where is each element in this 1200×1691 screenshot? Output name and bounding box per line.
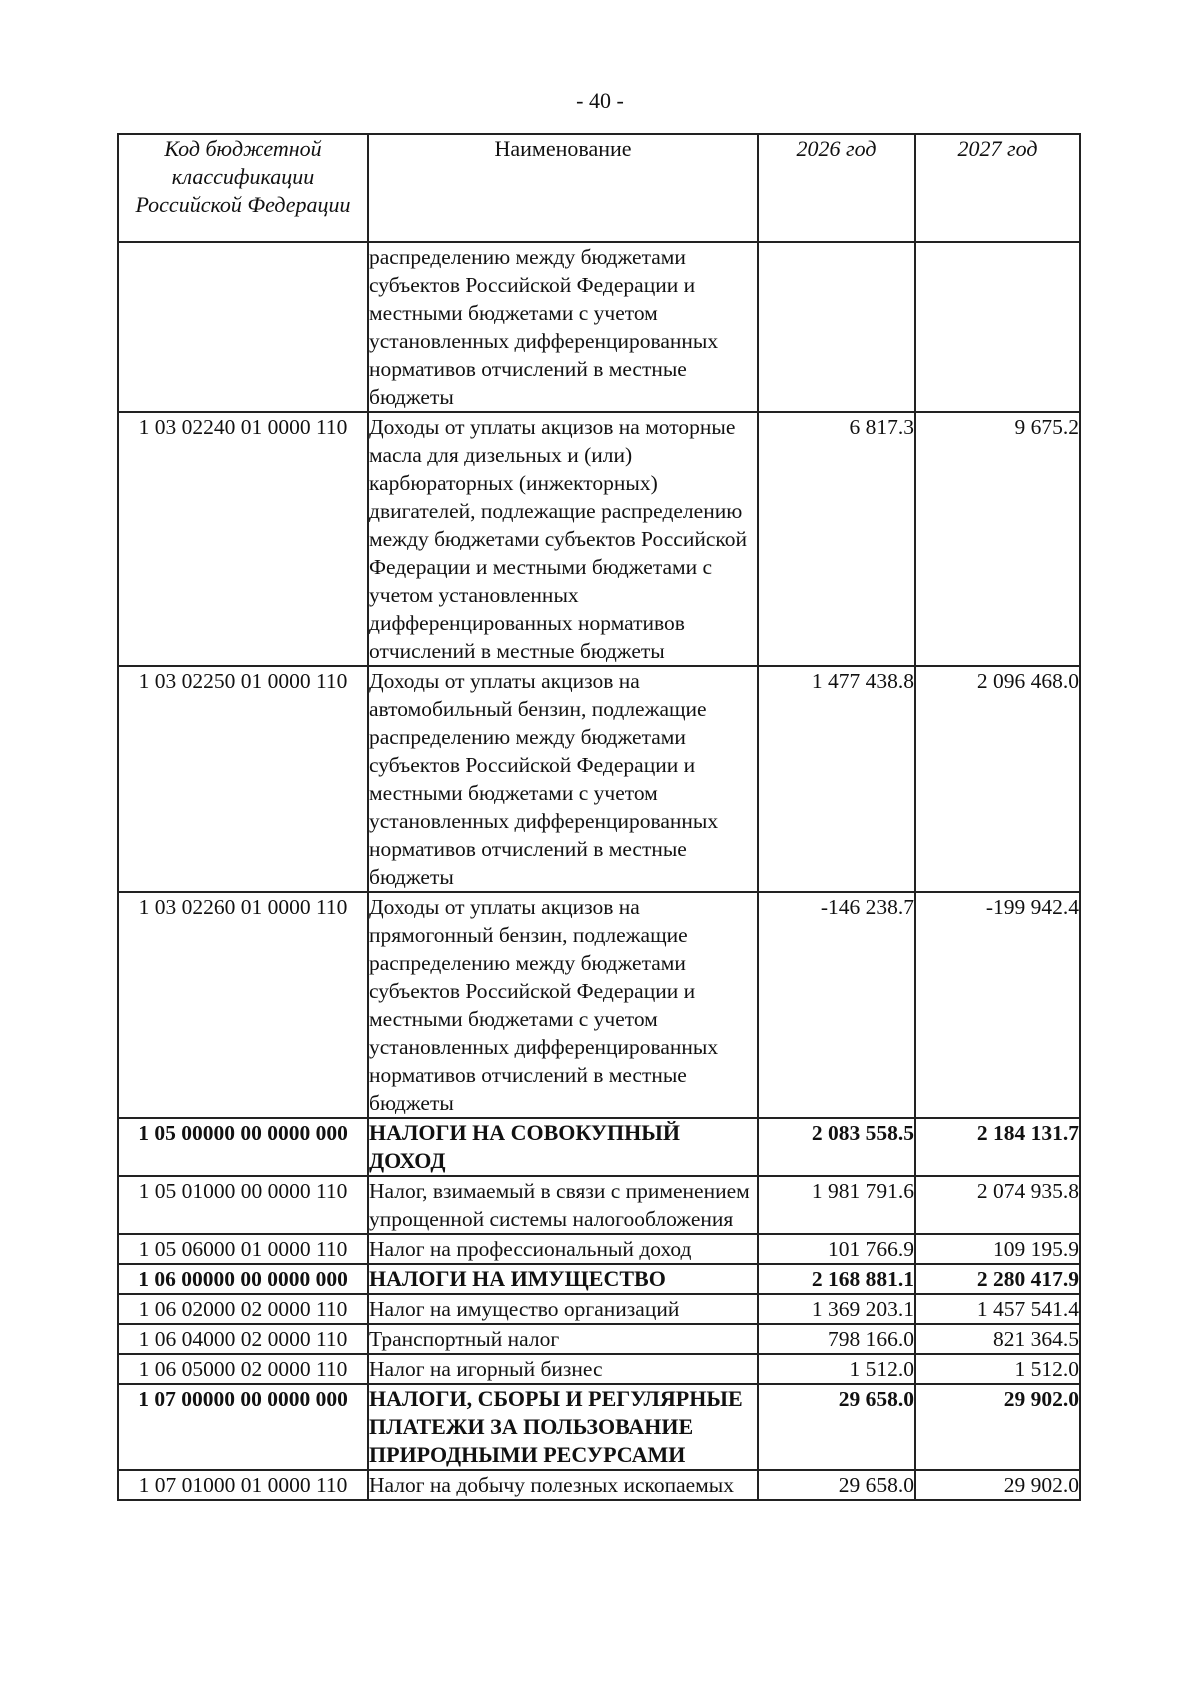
row-value-2027: 2 280 417.9 xyxy=(915,1264,1080,1294)
row-code: 1 06 05000 02 0000 110 xyxy=(118,1354,368,1384)
table-row xyxy=(118,1324,1080,1354)
row-code: 1 06 00000 00 0000 000 xyxy=(118,1264,368,1294)
row-name: Налог, взимаемый в связи с применением упрощенной системы налогообложения xyxy=(368,1176,758,1234)
row-value-2027: -199 942.4 xyxy=(915,892,1080,1118)
table-header-row xyxy=(118,134,1080,242)
row-code: 1 03 02250 01 0000 110 xyxy=(118,666,368,892)
row-name: Налог на игорный бизнес xyxy=(368,1354,758,1384)
row-value-2026: 1 512.0 xyxy=(758,1354,915,1384)
table-row xyxy=(118,1264,1080,1294)
row-value-2027: 29 902.0 xyxy=(915,1470,1080,1500)
row-code: 1 06 04000 02 0000 110 xyxy=(118,1324,368,1354)
row-value-2027: 2 096 468.0 xyxy=(915,666,1080,892)
row-name: распределению между бюджетами субъектов Российской Федерации и местными бюджетами с учетом установленных дифференцированных нормативов отчислений в местные бюджеты xyxy=(368,242,758,412)
table-row xyxy=(118,1176,1080,1234)
row-value-2026: 29 658.0 xyxy=(758,1470,915,1500)
row-value-2027: 109 195.9 xyxy=(915,1234,1080,1264)
row-value-2026: 798 166.0 xyxy=(758,1324,915,1354)
row-value-2027: 1 457 541.4 xyxy=(915,1294,1080,1324)
table-row xyxy=(118,412,1080,666)
row-name: НАЛОГИ, СБОРЫ И РЕГУЛЯРНЫЕ ПЛАТЕЖИ ЗА ПОЛЬЗОВАНИЕ ПРИРОДНЫМИ РЕСУРСАМИ xyxy=(368,1384,758,1470)
page-number: - 40 - xyxy=(576,88,624,113)
header-year-2027: 2027 год xyxy=(915,134,1080,242)
row-name: Налог на добычу полезных ископаемых xyxy=(368,1470,758,1500)
row-code: 1 05 00000 00 0000 000 xyxy=(118,1118,368,1176)
row-code: 1 05 01000 00 0000 110 xyxy=(118,1176,368,1234)
row-code: 1 03 02260 01 0000 110 xyxy=(118,892,368,1118)
row-name: Транспортный налог xyxy=(368,1324,758,1354)
header-code: Код бюджетной классификации Российской Федерации xyxy=(118,134,368,242)
row-value-2027: 2 074 935.8 xyxy=(915,1176,1080,1234)
table-row xyxy=(118,892,1080,1118)
table-row xyxy=(118,1384,1080,1470)
row-code: 1 07 00000 00 0000 000 xyxy=(118,1384,368,1470)
table-row xyxy=(118,1294,1080,1324)
row-value-2026: 1 369 203.1 xyxy=(758,1294,915,1324)
table-row xyxy=(118,666,1080,892)
row-name: Доходы от уплаты акцизов на автомобильный бензин, подлежащие распределению между бюджетами субъектов Российской Федерации и местными бюджетами с учетом установленных дифференцированных нормативов отчислений в местные бюджеты xyxy=(368,666,758,892)
header-name: Наименование xyxy=(368,134,758,242)
row-value-2026: 6 817.3 xyxy=(758,412,915,666)
row-value-2027: 821 364.5 xyxy=(915,1324,1080,1354)
row-code: 1 05 06000 01 0000 110 xyxy=(118,1234,368,1264)
row-value-2026: 1 477 438.8 xyxy=(758,666,915,892)
row-value-2027 xyxy=(915,242,1080,412)
row-value-2027: 9 675.2 xyxy=(915,412,1080,666)
row-value-2026: 1 981 791.6 xyxy=(758,1176,915,1234)
row-name: Налог на профессиональный доход xyxy=(368,1234,758,1264)
row-value-2026: -146 238.7 xyxy=(758,892,915,1118)
row-value-2027: 2 184 131.7 xyxy=(915,1118,1080,1176)
row-code xyxy=(118,242,368,412)
row-value-2026: 2 168 881.1 xyxy=(758,1264,915,1294)
table-row xyxy=(118,1470,1080,1500)
row-value-2026: 101 766.9 xyxy=(758,1234,915,1264)
row-code: 1 07 01000 01 0000 110 xyxy=(118,1470,368,1500)
table-row xyxy=(118,242,1080,412)
row-name: Доходы от уплаты акцизов на моторные масла для дизельных и (или) карбюраторных (инжекторных) двигателей, подлежащие распределению между бюджетами субъектов Российской Федерации и местными бюджетами с учетом установленных дифференцированных нормативов отчислений в местные бюджеты xyxy=(368,412,758,666)
table-row xyxy=(118,1354,1080,1384)
row-value-2026: 29 658.0 xyxy=(758,1384,915,1470)
row-name: НАЛОГИ НА СОВОКУПНЫЙ ДОХОД xyxy=(368,1118,758,1176)
row-code: 1 03 02240 01 0000 110 xyxy=(118,412,368,666)
row-name: НАЛОГИ НА ИМУЩЕСТВО xyxy=(368,1264,758,1294)
row-code: 1 06 02000 02 0000 110 xyxy=(118,1294,368,1324)
row-name: Доходы от уплаты акцизов на прямогонный бензин, подлежащие распределению между бюджетами субъектов Российской Федерации и местными бюджетами с учетом установленных дифференцированных нормативов отчислений в местные бюджеты xyxy=(368,892,758,1118)
header-year-2026: 2026 год xyxy=(758,134,915,242)
row-value-2026: 2 083 558.5 xyxy=(758,1118,915,1176)
row-value-2027: 29 902.0 xyxy=(915,1384,1080,1470)
row-value-2027: 1 512.0 xyxy=(915,1354,1080,1384)
row-value-2026 xyxy=(758,242,915,412)
row-name: Налог на имущество организаций xyxy=(368,1294,758,1324)
table-row xyxy=(118,1118,1080,1176)
budget-table xyxy=(117,133,1081,1501)
table-row xyxy=(118,1234,1080,1264)
